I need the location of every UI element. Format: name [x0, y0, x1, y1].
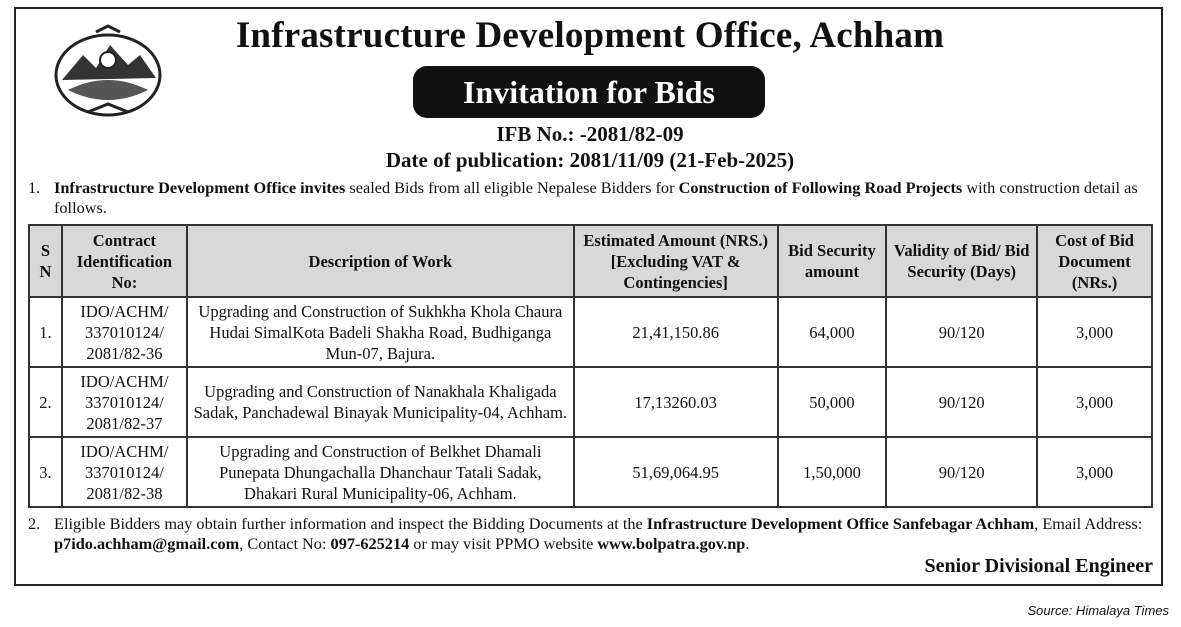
- contact-number: 097-625214: [330, 534, 410, 553]
- cell-bid-security: 50,000: [778, 367, 887, 437]
- paragraph-2-text5: .: [745, 534, 750, 553]
- publication-date: Date of publication: 2081/11/09 (21-Feb-2025): [385, 148, 795, 172]
- paragraph-2: [28, 514, 1156, 554]
- paragraph-1-lead: Infrastructure Development Office invites: [54, 178, 346, 197]
- cell-cost: 3,000: [1037, 297, 1152, 367]
- cell-contract-id: IDO/ACHM/ 337010124/ 2081/82-38: [62, 437, 187, 507]
- paragraph-1-number: 1.: [28, 178, 41, 197]
- cell-estimated-amount: 21,41,150.86: [574, 297, 778, 367]
- paragraph-1-project: Construction of Following Road Projects: [678, 178, 963, 197]
- header-contract-id: Contract Identification No:: [62, 225, 187, 297]
- cell-description: Upgrading and Construction of Sukhkha Khola Chaura Hudai SimalKota Badeli Shakha Road, Budhiganga Mun-07, Bajura.: [187, 297, 574, 367]
- cell-bid-security: 64,000: [778, 297, 887, 367]
- paragraph-2-text4: or may visit PPMO website: [409, 534, 598, 553]
- invitation-banner: Invitation for Bids: [413, 66, 765, 118]
- cell-sn: 3.: [29, 437, 62, 507]
- paragraph-2-text1: Eligible Bidders may obtain further information and inspect the Bidding Documents at the: [54, 514, 647, 533]
- cell-sn: 2.: [29, 367, 62, 437]
- office-title: Infrastructure Development Office, Achham: [235, 15, 945, 56]
- cell-estimated-amount: 17,13260.03: [574, 367, 778, 437]
- paragraph-2-text3: , Contact No:: [239, 534, 331, 553]
- email-address: p7ido.achham@gmail.com: [54, 534, 240, 553]
- cell-bid-security: 1,50,000: [778, 437, 887, 507]
- website: www.bolpatra.gov.np: [597, 534, 746, 553]
- paragraph-2-number: 2.: [28, 514, 41, 533]
- cell-validity: 90/120: [886, 437, 1037, 507]
- header-bid-security: Bid Security amount: [778, 225, 887, 297]
- table-row: [29, 367, 1152, 437]
- cell-contract-id: IDO/ACHM/ 337010124/ 2081/82-37: [62, 367, 187, 437]
- bids-table: [28, 224, 1153, 508]
- paragraph-2-text2: , Email Address:: [1034, 514, 1143, 533]
- cell-description: Upgrading and Construction of Nanakhala Khaligada Sadak, Panchadewal Binayak Municipality-04, Achham.: [187, 367, 574, 437]
- table-row: [29, 437, 1152, 507]
- header-estimated-amount: Estimated Amount (NRS.) [Excluding VAT & Contingencies]: [574, 225, 778, 297]
- cell-cost: 3,000: [1037, 367, 1152, 437]
- header-validity: Validity of Bid/ Bid Security (Days): [886, 225, 1037, 297]
- paragraph-1: [28, 178, 1156, 218]
- cell-description: Upgrading and Construction of Belkhet Dhamali Punepata Dhungachalla Dhanchaur Tatali Sadak, Dhakari Rural Municipality-06, Achham.: [187, 437, 574, 507]
- cell-contract-id: IDO/ACHM/ 337010124/ 2081/82-36: [62, 297, 187, 367]
- signature: Senior Divisional Engineer: [924, 555, 1153, 577]
- cell-sn: 1.: [29, 297, 62, 367]
- cell-cost: 3,000: [1037, 437, 1152, 507]
- paragraph-1-tail: with construction detail as follows.: [54, 178, 1138, 217]
- header-description: Description of Work: [187, 225, 574, 297]
- ifb-number: IFB No.: -2081/82-09: [496, 122, 684, 146]
- source-credit: Source: Himalaya Times: [1027, 603, 1169, 618]
- table-header-row: [29, 225, 1152, 297]
- table-row: [29, 297, 1152, 367]
- header-sn: S N: [29, 225, 62, 297]
- cell-estimated-amount: 51,69,064.95: [574, 437, 778, 507]
- nepal-emblem-icon: [48, 20, 168, 120]
- header-cost: Cost of Bid Document (NRs.): [1037, 225, 1152, 297]
- cell-validity: 90/120: [886, 367, 1037, 437]
- cell-validity: 90/120: [886, 297, 1037, 367]
- paragraph-2-office: Infrastructure Development Office Sanfebagar Achham: [646, 514, 1035, 533]
- paragraph-1-middle: sealed Bids from all eligible Nepalese Bidders for: [345, 178, 679, 197]
